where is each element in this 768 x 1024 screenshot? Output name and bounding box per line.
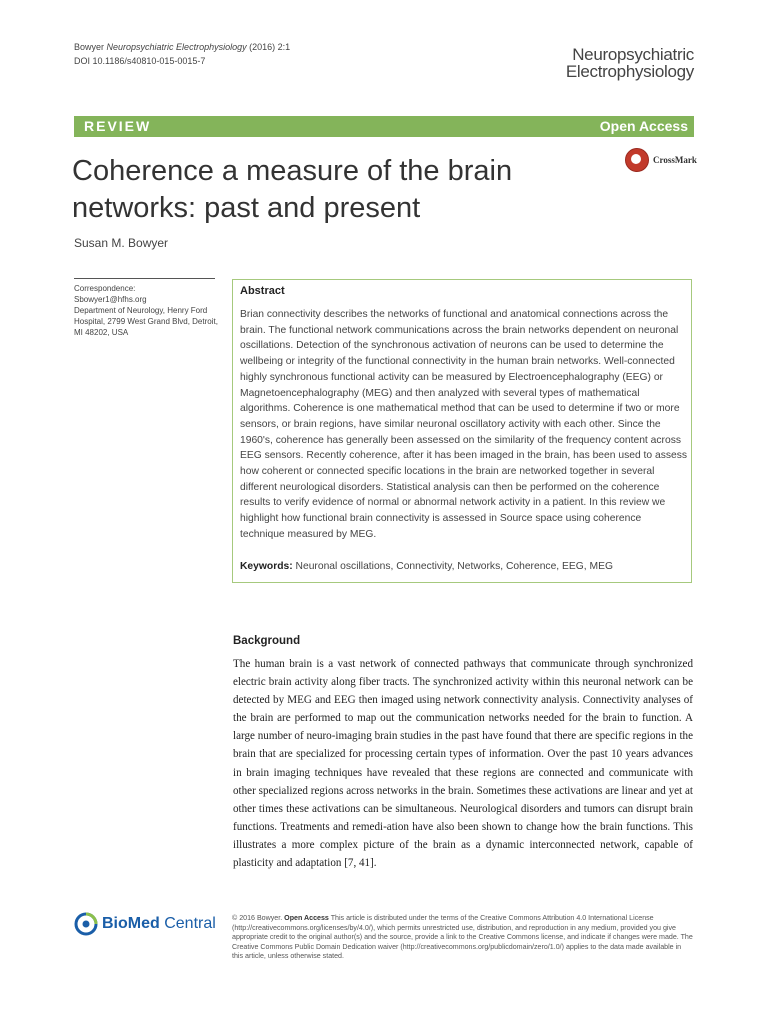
crossmark-label: CrossMark bbox=[653, 155, 697, 165]
license-notice bbox=[232, 914, 694, 962]
citation-author: Bowyer bbox=[74, 42, 105, 52]
citation-details: (2016) 2:1 bbox=[249, 42, 291, 52]
publisher-logo bbox=[74, 912, 216, 936]
citation-line bbox=[74, 40, 290, 54]
keywords-list: Neuronal oscillations, Connectivity, Networks, Coherence, EEG, MEG bbox=[295, 561, 613, 572]
correspondence-label: Correspondence: bbox=[74, 284, 136, 293]
crossmark-badge[interactable] bbox=[625, 148, 697, 172]
license-text: This article is distributed under the terms of the Creative Commons Attribution 4.0 International License (http://creativecommons.org/licenses/by/4.0/), which permits unrestricted use, distribution, and reproduction in any medium, provided you give appropriate credit to the original author(s) and the source, provide a link to the Creative Commons license, and indicate if changes were made. The Creative Commons Public Domain Dedication waiver (http://creativecommons.org/publicdomain/zero/1.0/) applies to the data made available in this article, unless otherwise stated. bbox=[232, 914, 693, 961]
abstract-heading: Abstract bbox=[240, 285, 285, 297]
publisher-name-light: Central bbox=[159, 915, 216, 932]
license-open-access: Open Access bbox=[284, 914, 329, 922]
journal-logo bbox=[566, 46, 694, 80]
correspondence-block bbox=[74, 283, 219, 338]
open-access-label: Open Access bbox=[599, 118, 688, 134]
doi: DOI 10.1186/s40810-015-0015-7 bbox=[74, 56, 206, 66]
biomed-central-icon bbox=[74, 912, 98, 936]
citation-block bbox=[74, 40, 290, 68]
correspondence-divider bbox=[74, 278, 215, 279]
article-type-banner bbox=[74, 116, 694, 137]
author-name: Susan M. Bowyer bbox=[74, 236, 169, 250]
keywords bbox=[240, 561, 688, 572]
license-copyright: © 2016 Bowyer. bbox=[232, 914, 283, 922]
journal-logo-line1: Neuropsychiatric bbox=[572, 45, 694, 64]
correspondence-address: Department of Neurology, Henry Ford Hospital, 2799 West Grand Blvd, Detroit, MI 48202, USA bbox=[74, 306, 218, 337]
abstract-text: Brian connectivity describes the networks of functional and anatomical connections across the brain. The functional network communications across the brain networks dependent on neuronal oscillations. Detection of the synchronous activation of neurons can be used to determine the wellbeing or integrity of the functional connectivity in the human brain networks. Well-connected highly synchronous functional activity can be measured by Electroencephalography (EEG) or Magnetoencephalography (MEG) and then analyzed with several types of mathematical algorithms. Coherence is one mathematical method that can be used to determine if two or more sensors, or brain regions, have similar neuronal oscillatory activity with each other. Since the 1960's, coherence has generally been assessed on the similarity of the frequency content across EEG sensors. Recently coherence, after it has been imaged in the brain, has been used to assess how coherent or connected specific locations in the brain are networked together in several different neurological disorders. Statistical analysis can then be performed on the coherence results to verify evidence of normal or abnormal network activity in a patient. In this review we highlight how functional brain connectivity is assessed in Source space using coherence technique measured by MEG. bbox=[240, 309, 688, 540]
background-text: The human brain is a vast network of connected pathways that communicate through synchronized electric brain activity along fiber tracts. The synchronized activity within this neuronal network can be detected by MEG and EEG then imaged using network connectivity analysis. Connectivity analyses of the brain are performed to map out the communication networks needed for the brain to function. A large number of neuro-imaging brain studies in the past have found that there are specific regions in the brain that are specialized for processing certain types of information. Over the past 10 years advances in brain imaging techniques have revealed that these regions are connected and communicate with other specialized regions across networks in the brain. Sometimes these activations are linear and yet at other times these activations can be simultaneous. Neurological disorders and tumors can disrupt brain functions. Treatments and remedi-ation have also been shown to change how the brain functions. This illustrates a more complex picture of the brain as a dynamic interconnected network, capable of plasticity and adaptation [7, 41]. bbox=[233, 658, 693, 870]
citation-journal: Neuropsychiatric Electrophysiology bbox=[106, 42, 247, 52]
keywords-label: Keywords: bbox=[240, 561, 293, 572]
background-heading: Background bbox=[233, 635, 301, 647]
journal-logo-line2: Electrophysiology bbox=[565, 62, 694, 81]
crossmark-icon bbox=[625, 148, 649, 172]
correspondence-email[interactable]: Sbowyer1@hfhs.org bbox=[74, 295, 147, 304]
article-title: Coherence a measure of the brain networks: past and present bbox=[72, 155, 513, 224]
publisher-name-bold: BioMed bbox=[102, 915, 160, 932]
publisher-name bbox=[102, 915, 216, 933]
article-type-label: REVIEW bbox=[84, 118, 152, 134]
